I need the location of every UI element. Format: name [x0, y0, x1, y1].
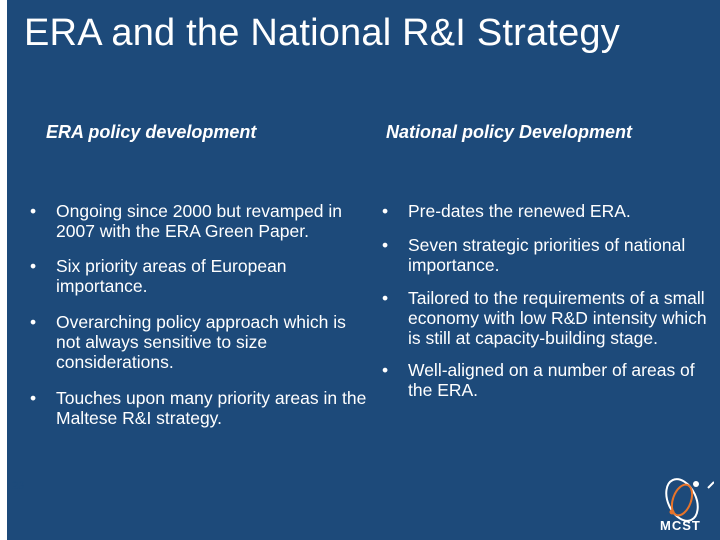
left-bullet-text: Ongoing since 2000 but revamped in 2007 with the ERA Green Paper.	[56, 201, 343, 241]
page-number: 23	[12, 480, 25, 492]
footer-band	[0, 466, 720, 540]
bullet-marker: •	[382, 360, 389, 380]
bullet-marker: •	[382, 288, 389, 308]
bullet-marker: •	[30, 388, 37, 408]
left-bullet-text: Overarching policy approach which is not always sensitive to size considerations.	[56, 312, 346, 372]
right-bullet-text: Seven strategic priorities of national importance.	[408, 235, 686, 275]
left-bullet-text: Touches upon many priority areas in the Maltese R&I strategy.	[56, 388, 367, 428]
left-bullet-list	[30, 201, 375, 428]
right-bullet-item	[382, 201, 720, 221]
left-column-heading: ERA policy development	[46, 122, 257, 142]
right-column-heading: National policy Development	[386, 122, 633, 142]
right-bullet-item	[382, 235, 720, 275]
footer-left-strip	[0, 466, 7, 540]
right-bullet-list	[382, 201, 720, 400]
left-bullet-item	[30, 312, 375, 372]
right-bullet-item	[382, 360, 720, 400]
slide-title: ERA and the National R&I Strategy	[24, 12, 620, 54]
bullet-marker: •	[30, 312, 37, 332]
right-bullet-text: Well-aligned on a number of areas of the ERA.	[408, 360, 695, 400]
bullet-marker: •	[382, 235, 389, 255]
left-bullet-item	[30, 256, 375, 296]
bullet-marker: •	[30, 256, 37, 276]
left-margin-strip	[0, 0, 7, 540]
left-bullet-item	[30, 201, 375, 241]
right-bullet-text: Tailored to the requirements of a small economy with low R&D intensity which is still at capacity-building stage.	[408, 288, 707, 348]
logo-wordmark: MCST	[660, 518, 701, 533]
bullet-marker: •	[382, 201, 389, 221]
right-bullet-item	[382, 288, 720, 348]
left-bullet-text: Six priority areas of European importance.	[56, 256, 287, 296]
left-bullet-item	[30, 388, 375, 428]
bullet-marker: •	[30, 201, 37, 221]
right-bullet-text: Pre-dates the renewed ERA.	[408, 201, 631, 221]
